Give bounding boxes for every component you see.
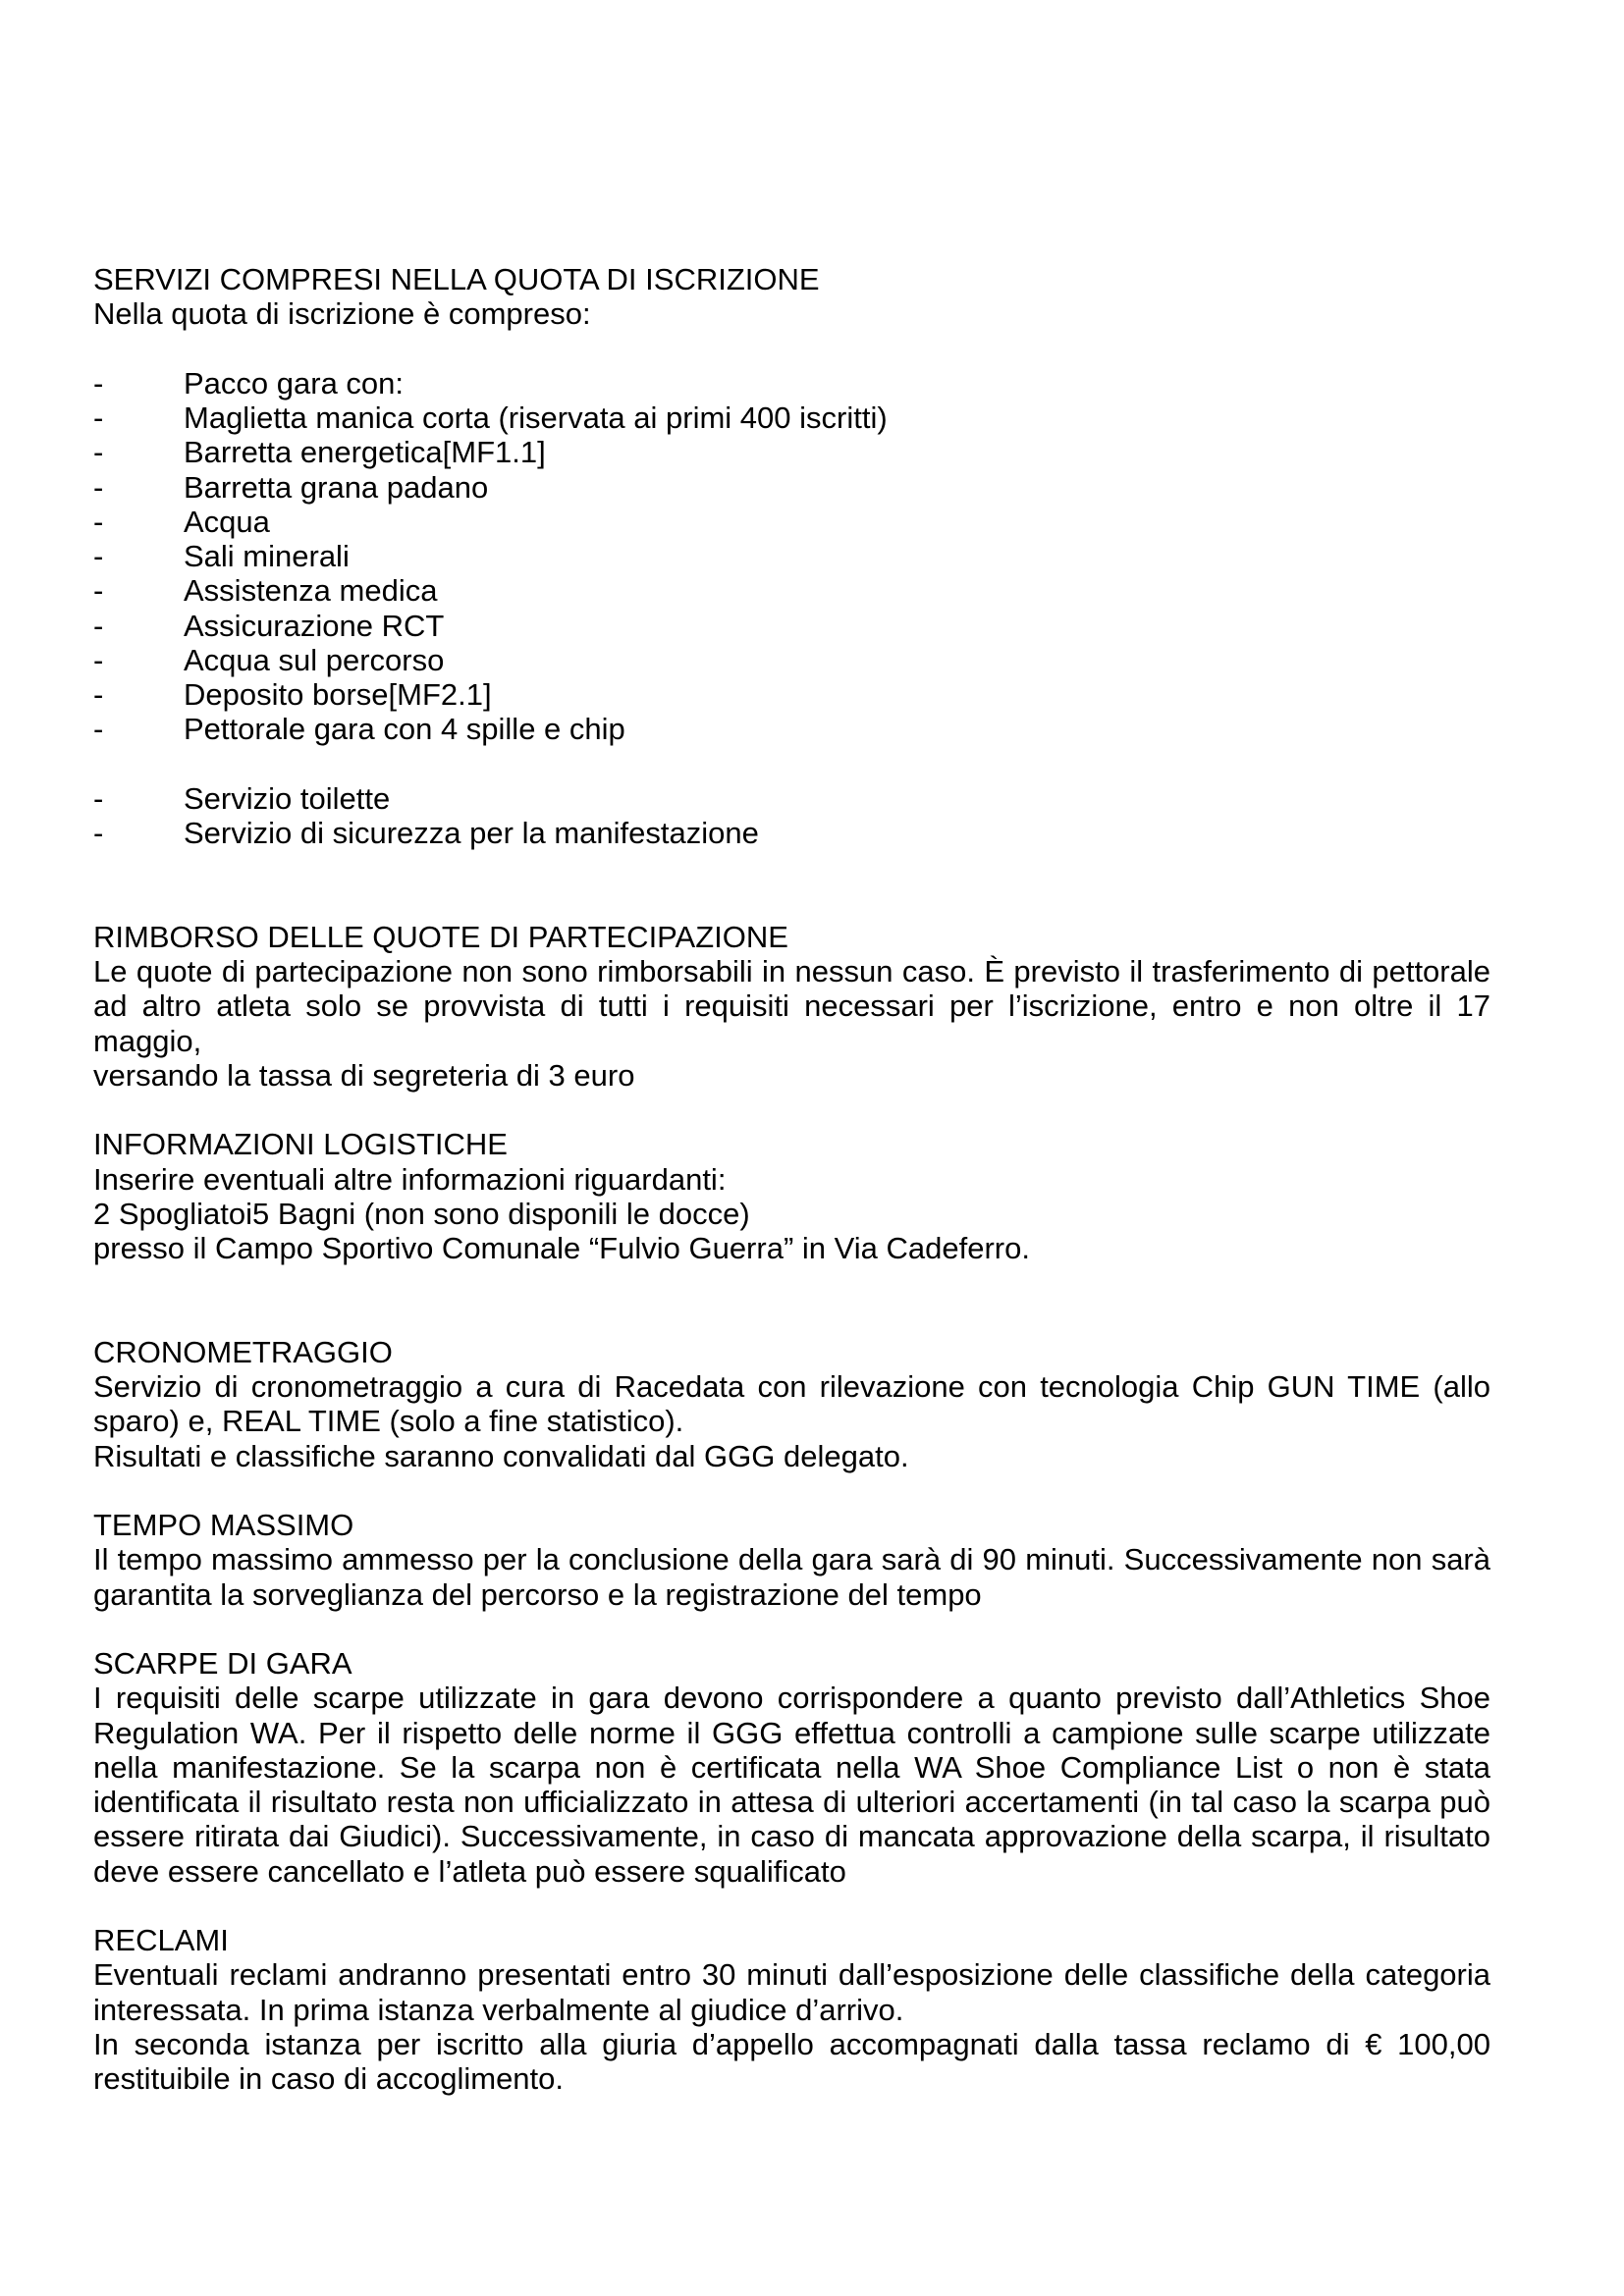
paragraph-line: In seconda istanza per iscritto alla giuria d’appello accompagnati dalla tassa reclamo di € 100,00 xyxy=(93,2026,1490,2061)
paragraph-line: Inserire eventuali altre informazioni riguardanti: xyxy=(93,1161,727,1197)
list-item-dash: - xyxy=(93,539,104,573)
list-item xyxy=(93,470,1490,505)
document-content xyxy=(93,262,1499,2096)
list-item-dash: - xyxy=(93,677,104,712)
list-item xyxy=(93,816,1490,850)
list-item-text: Maglietta manica corta (riservata ai primi 400 iscritti) xyxy=(184,400,888,435)
section-heading: INFORMAZIONI LOGISTICHE xyxy=(93,1127,508,1162)
list-item-text: Servizio di sicurezza per la manifestazione xyxy=(184,816,759,850)
list-item xyxy=(93,712,1490,746)
list-item-dash: - xyxy=(93,608,104,643)
list-item xyxy=(93,366,1490,400)
blank-line xyxy=(93,1889,1490,1923)
list-item-text: Acqua xyxy=(184,504,270,539)
paragraph-line: restituibile in caso di accoglimento. xyxy=(93,2061,565,2096)
paragraph-line: interessata. In prima istanza verbalmente al giudice d’arrivo. xyxy=(93,1992,904,2027)
blank-line xyxy=(93,850,1490,884)
paragraph-line: versando la tassa di segreteria di 3 euro xyxy=(93,1057,635,1093)
list-item-dash: - xyxy=(93,365,104,400)
list-item-dash: - xyxy=(93,816,104,850)
section-heading: RIMBORSO DELLE QUOTE DI PARTECIPAZIONE xyxy=(93,919,788,954)
paragraph-line: ad altro atleta solo se provvista di tutti i requisiti necessari per l’iscrizione, entro e non oltre il 17 maggio, xyxy=(93,988,1499,1058)
list-item-text: Deposito borse[MF2.1] xyxy=(184,677,492,712)
paragraph-line: Eventuali reclami andranno presentati entro 30 minuti dall’esposizione delle classifiche della categoria xyxy=(93,1957,1490,1993)
section-heading: RECLAMI xyxy=(93,1923,229,1957)
list-item xyxy=(93,435,1490,469)
list-item-text: Assicurazione RCT xyxy=(184,608,445,643)
list-item xyxy=(93,781,1490,816)
section-heading: CRONOMETRAGGIO xyxy=(93,1334,393,1369)
list-item xyxy=(93,609,1490,643)
paragraph-line: garantita la sorveglianza del percorso e la registrazione del tempo xyxy=(93,1576,982,1612)
list-item xyxy=(93,505,1490,539)
paragraph-line: Il tempo massimo ammesso per la conclusione della gara sarà di 90 minuti. Successivamente non sarà xyxy=(93,1542,1490,1577)
list-item-text: Pettorale gara con 4 spille e chip xyxy=(184,712,625,747)
section-heading: SERVIZI COMPRESI NELLA QUOTA DI ISCRIZIONE xyxy=(93,262,820,296)
paragraph-line: sparo) e, REAL TIME (solo a fine statistico). xyxy=(93,1404,684,1439)
list-item xyxy=(93,677,1490,712)
section-heading: TEMPO MASSIMO xyxy=(93,1508,354,1542)
list-item-dash: - xyxy=(93,712,104,747)
paragraph-line: essere ritirata dai Giudici). Successivamente, in caso di mancata approvazione della scarpa, il risultato xyxy=(93,1819,1490,1854)
paragraph-line: Servizio di cronometraggio a cura di Racedata con rilevazione con tecnologia Chip GUN TIME (allo xyxy=(93,1369,1490,1404)
paragraph-line: nella manifestazione. Se la scarpa non è certificata nella WA Shoe Compliance List o non è stata xyxy=(93,1749,1490,1785)
list-item-text: Sali minerali xyxy=(184,539,350,573)
paragraph-line: identificata il risultato resta non ufficializzato in attesa di ulteriori accertamenti (in tal caso la scarpa può xyxy=(93,1785,1490,1819)
paragraph-line: I requisiti delle scarpe utilizzate in gara devono corrispondere a quanto previsto dall’Athletics Shoe xyxy=(93,1681,1490,1716)
paragraph-line: 2 Spogliatoi5 Bagni (non sono disponili le docce) xyxy=(93,1196,750,1231)
paragraph-line: Nella quota di iscrizione è compreso: xyxy=(93,296,591,332)
list-item-dash: - xyxy=(93,642,104,677)
list-item xyxy=(93,573,1490,608)
blank-line xyxy=(93,332,1490,366)
list-item-dash: - xyxy=(93,504,104,539)
paragraph-line: Risultati e classifiche saranno convalidati dal GGG delegato. xyxy=(93,1438,909,1473)
list-item-text: Barretta energetica[MF1.1] xyxy=(184,435,546,470)
blank-line xyxy=(93,1093,1490,1127)
blank-line xyxy=(93,1473,1490,1508)
list-item-dash: - xyxy=(93,780,104,816)
list-item-text: Assistenza medica xyxy=(184,573,438,609)
paragraph-line: Regulation WA. Per il rispetto delle norme il GGG effettua controlli a campione sulle scarpe utilizzate xyxy=(93,1715,1490,1750)
list-item-text: Barretta grana padano xyxy=(184,469,489,505)
list-item xyxy=(93,643,1490,677)
list-item-text: Servizio toilette xyxy=(184,780,391,816)
section-heading: SCARPE DI GARA xyxy=(93,1646,352,1681)
blank-line xyxy=(93,885,1490,920)
list-item xyxy=(93,539,1490,573)
list-item-dash: - xyxy=(93,573,104,609)
list-item xyxy=(93,400,1490,435)
blank-line xyxy=(93,747,1490,781)
list-item-text: Acqua sul percorso xyxy=(184,642,445,677)
list-item-text: Pacco gara con: xyxy=(184,365,405,400)
blank-line xyxy=(93,1612,1490,1646)
paragraph-line: deve essere cancellato e l’atleta può essere squalificato xyxy=(93,1853,846,1889)
blank-line xyxy=(93,1301,1490,1335)
paragraph-line: Le quote di partecipazione non sono rimborsabili in nessun caso. È previsto il trasferimento di pettorale xyxy=(93,954,1490,988)
list-item-dash: - xyxy=(93,400,104,435)
list-item-dash: - xyxy=(93,469,104,505)
paragraph-line: presso il Campo Sportivo Comunale “Fulvio Guerra” in Via Cadeferro. xyxy=(93,1231,1030,1265)
list-item-dash: - xyxy=(93,435,104,470)
blank-line xyxy=(93,1265,1490,1300)
